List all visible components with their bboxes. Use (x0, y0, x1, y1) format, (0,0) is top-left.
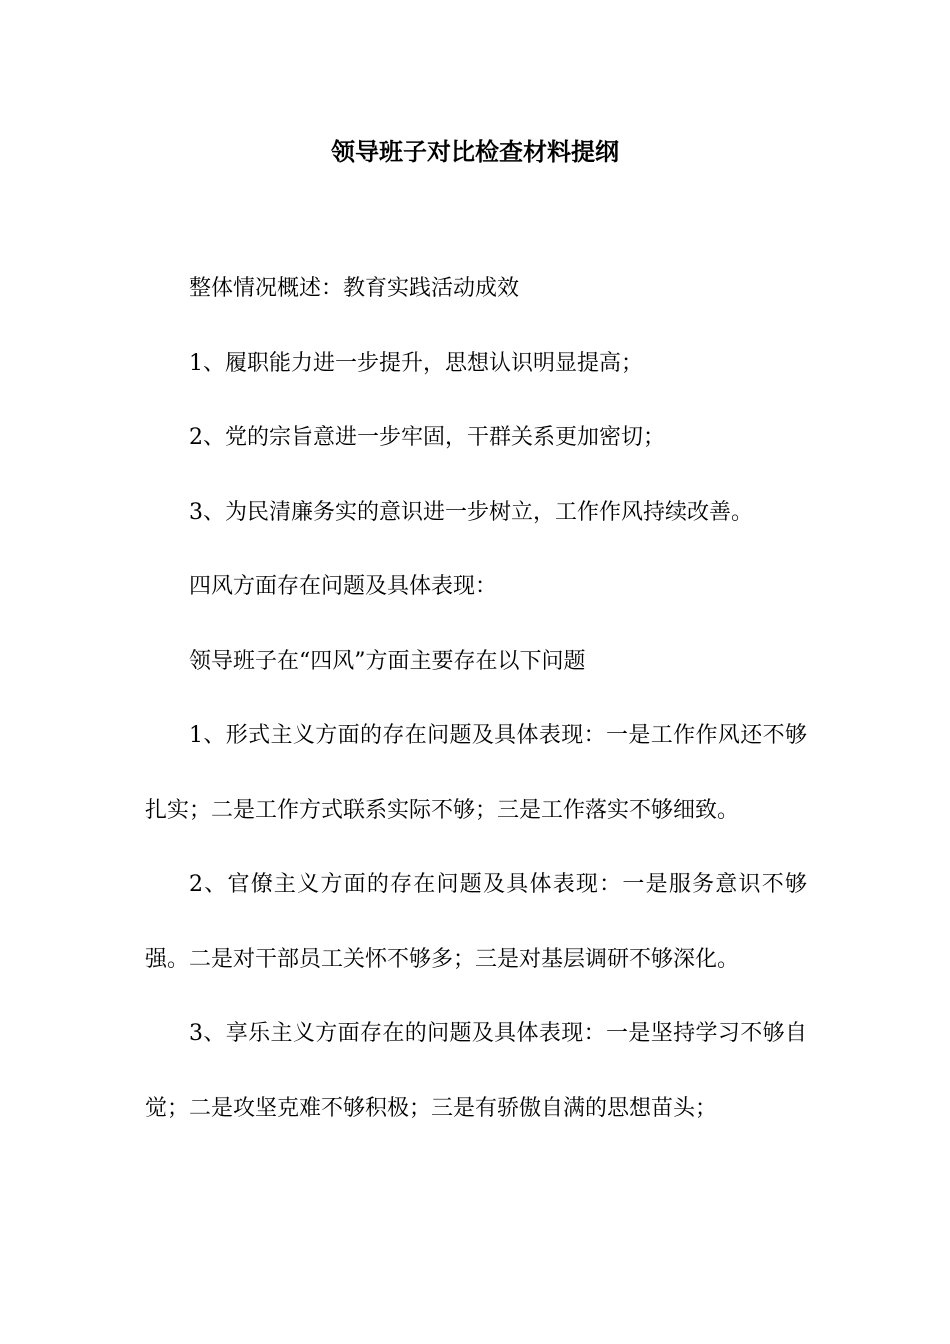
paragraph-four-winds-intro: 领导班子在“四风”方面主要存在以下问题 (189, 648, 586, 674)
paragraph-formalism: 1、形式主义方面的存在问题及具体表现：一是工作作风还不够扎实；二是工作方式联系实际不够；三是工作落实不够细致。 (145, 723, 807, 823)
paragraph-hedonism: 3、享乐主义方面存在的问题及具体表现：一是坚持学习不够自觉；二是攻坚克难不够积极；三是有骄傲自满的思想苗头； (145, 1021, 807, 1121)
paragraph-item-2: 2、党的宗旨意进一步牢固，干群关系更加密切； (189, 425, 665, 450)
paragraph-item-3: 3、为民清廉务实的意识进一步树立，工作作风持续改善。 (189, 499, 753, 525)
paragraph-bureaucratism: 2、官僚主义方面的存在问题及具体表现：一是服务意识不够强。二是对干部员工关怀不够多；三是对基层调研不够深化。 (145, 872, 807, 972)
document-title: 领导班子对比检查材料提纲 (331, 138, 619, 166)
document-body (145, 252, 807, 1146)
paragraph-item-1: 1、履职能力进一步提升，思想认识明显提高； (189, 350, 643, 376)
paragraph-four-winds-heading: 四风方面存在问题及具体表现： (189, 574, 498, 599)
paragraph-overview: 整体情况概述：教育实践活动成效 (189, 276, 520, 301)
